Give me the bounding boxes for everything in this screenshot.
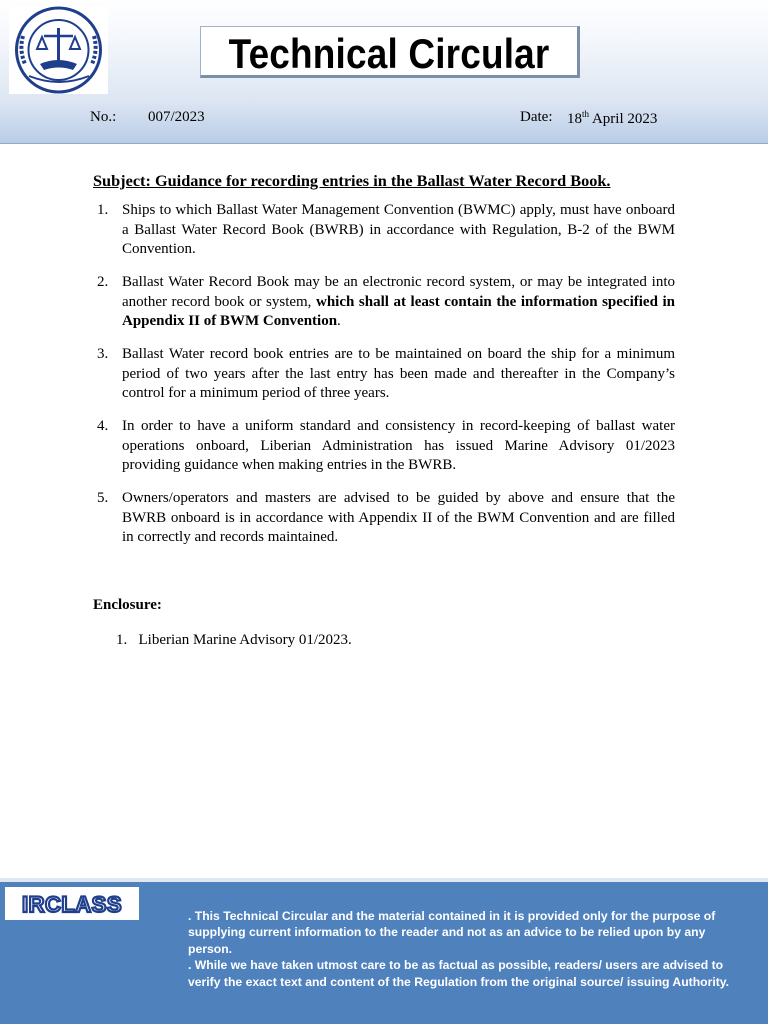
list-item-number: 4. <box>97 418 109 434</box>
irclass-logo <box>5 887 139 920</box>
guidance-list <box>93 201 675 561</box>
list-item-number: 3. <box>97 346 109 362</box>
page-title: Technical Circular <box>228 30 550 77</box>
list-item <box>93 273 675 332</box>
list-item-number: 5. <box>97 490 109 506</box>
disclaimer-line-1: . This Technical Circular and the material contained in it is provided only for the purpose of supplying current information to the reader and not as an advice to be relied upon by any person. <box>188 909 716 956</box>
list-item-text: Owners/operators and masters are advised to be guided by above and ensure that the BWRB onboard is in accordance with Appendix II of the BWM Convention and are filled in correctly and records maintained. <box>122 490 675 545</box>
date-value: 18th April 2023 <box>567 109 658 127</box>
enclosure-heading: Enclosure: <box>93 597 162 613</box>
list-item <box>93 489 675 548</box>
subject-line: Subject: Guidance for recording entries in the Ballast Water Record Book. <box>93 171 611 190</box>
disclaimer-text <box>188 908 748 990</box>
circular-header <box>0 0 768 144</box>
list-item-text: Ballast Water record book entries are to be maintained on board the ship for a minimum period of two years after the last entry has been made and thereafter in the Company’s control for a minimum period of three years. <box>122 346 675 401</box>
svg-text:IRCLASS: IRCLASS <box>21 892 123 917</box>
list-item-text: In order to have a uniform standard and consistency in record-keeping of ballast water operations onboard, Liberian Administration has issued Marine Advisory 01/2023 providing guidance when making entries in the BWRB. <box>122 418 675 473</box>
list-item-text: Ships to which Ballast Water Management Convention (BWMC) apply, must have onboard a Ballast Water Record Book (BWRB) in accordance with Regulation, B-2 of the BWM Convention. <box>122 202 675 257</box>
list-item-emphasis: which shall at least contain the information specified in Appendix II of BWM Convention <box>122 293 675 329</box>
list-item <box>93 345 675 404</box>
list-item-number: 2. <box>97 274 109 290</box>
list-item-number: 1. <box>97 202 109 218</box>
list-item-text: Ballast Water Record Book may be an electronic record system, or may be integrated into another record book or system, <box>122 274 675 310</box>
list-item <box>93 201 675 260</box>
disclaimer-line-2: . While we have taken utmost care to be as factual as possible, readers/ users are advised to verify the exact text and content of the Regulation from the original source/ issuing Authority. <box>188 958 730 989</box>
list-item <box>93 417 675 476</box>
title-box <box>200 26 580 78</box>
irs-emblem-icon <box>9 6 108 94</box>
irs-logo <box>9 6 108 94</box>
circular-no-label: No.: <box>90 109 117 125</box>
irclass-logo-icon <box>5 887 139 920</box>
date-label: Date: <box>520 109 553 125</box>
enclosure-item: 1. Liberian Marine Advisory 01/2023. <box>116 632 352 648</box>
list-item-text-end: . <box>337 313 341 329</box>
circular-no-value: 007/2023 <box>148 109 205 125</box>
